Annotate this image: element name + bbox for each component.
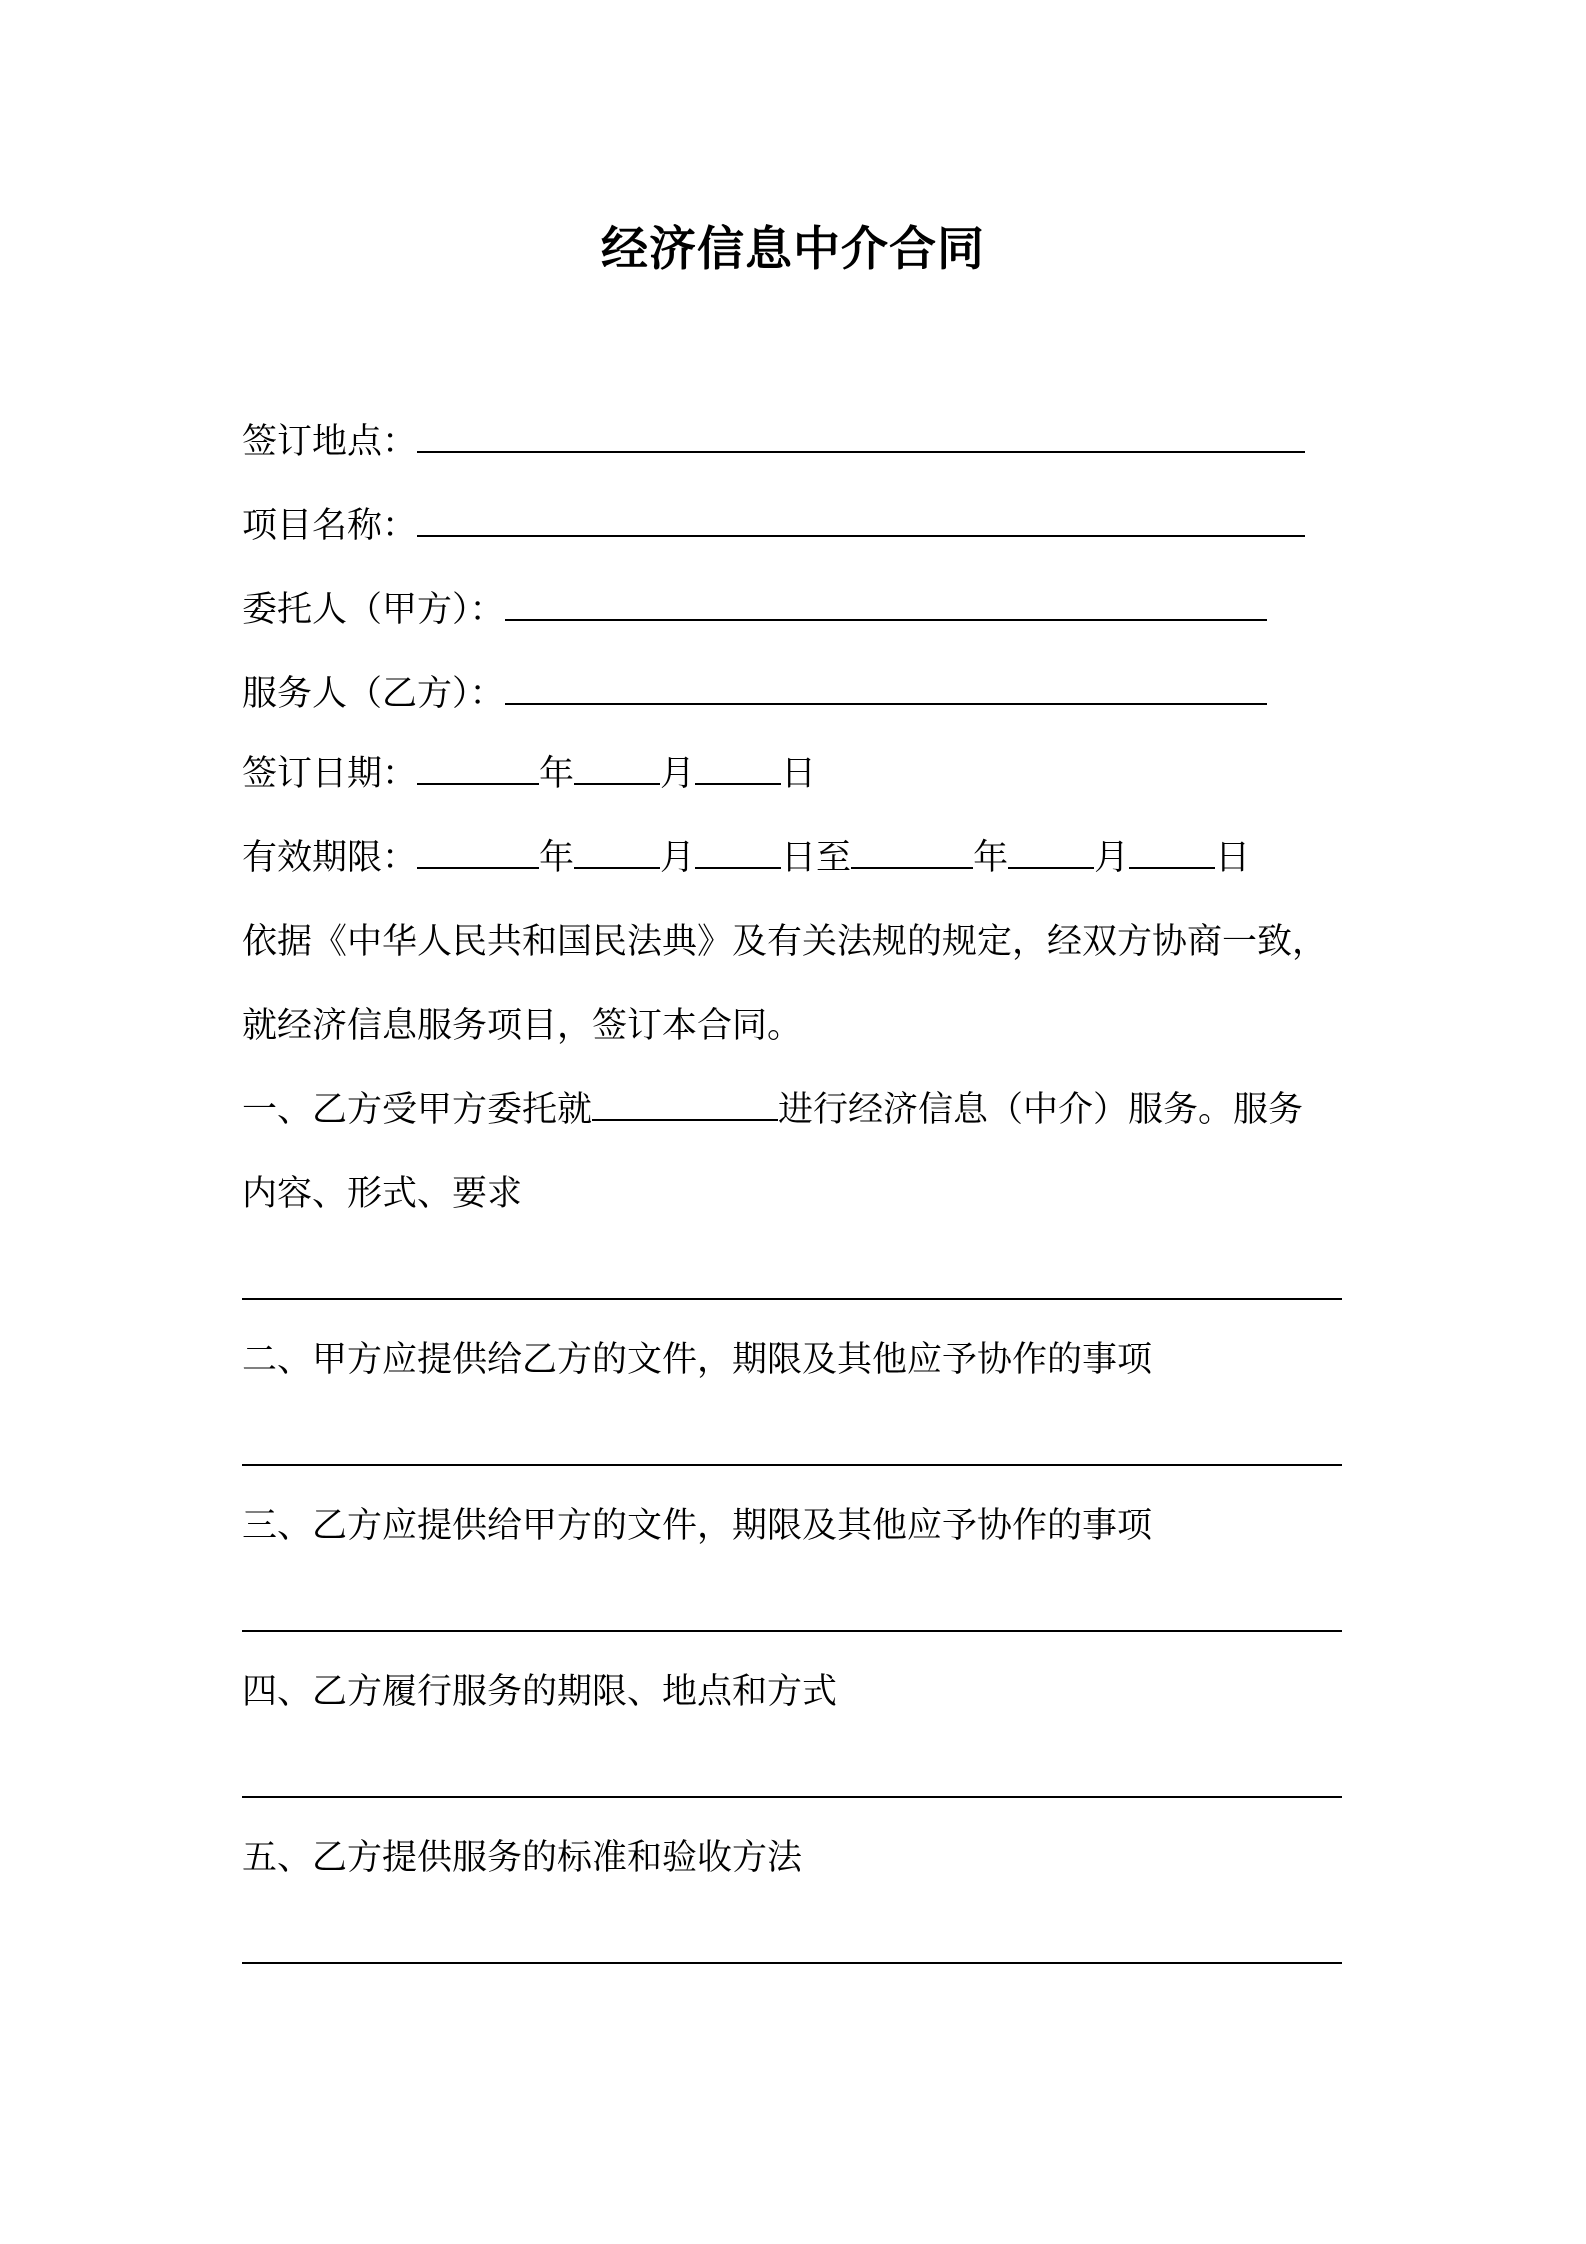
field-party-a bbox=[242, 586, 1267, 634]
clause-4-fill-line[interactable] bbox=[242, 1796, 1342, 1798]
end-month-input[interactable] bbox=[1008, 837, 1094, 869]
year-label: 年 bbox=[539, 754, 575, 794]
clause-1-suffix: 进行经济信息（中介）服务。服务 bbox=[778, 1090, 1304, 1130]
day-label: 日 bbox=[781, 754, 817, 794]
year-label: 年 bbox=[539, 838, 575, 878]
clause-2-fill-line[interactable] bbox=[242, 1464, 1342, 1466]
field-party-b bbox=[242, 670, 1267, 718]
field-sign-date bbox=[242, 750, 816, 798]
intro-line-2: 就经济信息服务项目，签订本合同。 bbox=[242, 1006, 803, 1046]
sign-place-input[interactable] bbox=[417, 421, 1305, 453]
sign-day-input[interactable] bbox=[695, 753, 781, 785]
clause-2: 二、甲方应提供给乙方的文件，期限及其他应予协作的事项 bbox=[242, 1340, 1153, 1380]
year-label: 年 bbox=[973, 838, 1009, 878]
field-label: 有效期限： bbox=[242, 838, 418, 878]
intro-line-1: 依据《中华人民共和国民法典》及有关法规的规定，经双方协商一致， bbox=[242, 922, 1328, 962]
clause-4: 四、乙方履行服务的期限、地点和方式 bbox=[242, 1672, 838, 1712]
page-title: 经济信息中介合同 bbox=[601, 222, 985, 277]
field-label: 委托人（甲方）： bbox=[242, 590, 505, 630]
sign-month-input[interactable] bbox=[574, 753, 660, 785]
field-sign-place bbox=[242, 418, 1305, 466]
field-validity bbox=[242, 834, 1250, 882]
start-month-input[interactable] bbox=[574, 837, 660, 869]
service-subject-input[interactable] bbox=[592, 1089, 778, 1121]
clause-1 bbox=[242, 1086, 1303, 1134]
field-label: 项目名称： bbox=[242, 506, 418, 546]
party-b-input[interactable] bbox=[505, 673, 1267, 705]
clause-5: 五、乙方提供服务的标准和验收方法 bbox=[242, 1838, 803, 1878]
month-label: 月 bbox=[660, 754, 696, 794]
month-label: 月 bbox=[1094, 838, 1130, 878]
clause-1-prefix: 一、乙方受甲方委托就 bbox=[242, 1090, 593, 1130]
clause-1-fill-line[interactable] bbox=[242, 1298, 1342, 1300]
start-year-input[interactable] bbox=[417, 837, 539, 869]
end-day-input[interactable] bbox=[1129, 837, 1215, 869]
sign-year-input[interactable] bbox=[417, 753, 539, 785]
end-year-input[interactable] bbox=[851, 837, 973, 869]
party-a-input[interactable] bbox=[505, 589, 1267, 621]
field-label: 服务人（乙方）： bbox=[242, 674, 505, 714]
field-label: 签订地点： bbox=[242, 422, 418, 462]
day-label: 日 bbox=[1215, 838, 1251, 878]
month-label: 月 bbox=[660, 838, 696, 878]
field-label: 签订日期： bbox=[242, 754, 418, 794]
start-day-input[interactable] bbox=[695, 837, 781, 869]
clause-3-fill-line[interactable] bbox=[242, 1630, 1342, 1632]
clause-1-line-2: 内容、形式、要求 bbox=[242, 1174, 523, 1214]
day-to-label: 日至 bbox=[781, 838, 852, 878]
project-name-input[interactable] bbox=[417, 505, 1305, 537]
field-project-name bbox=[242, 502, 1305, 550]
clause-3: 三、乙方应提供给甲方的文件，期限及其他应予协作的事项 bbox=[242, 1506, 1153, 1546]
clause-5-fill-line[interactable] bbox=[242, 1962, 1342, 1964]
